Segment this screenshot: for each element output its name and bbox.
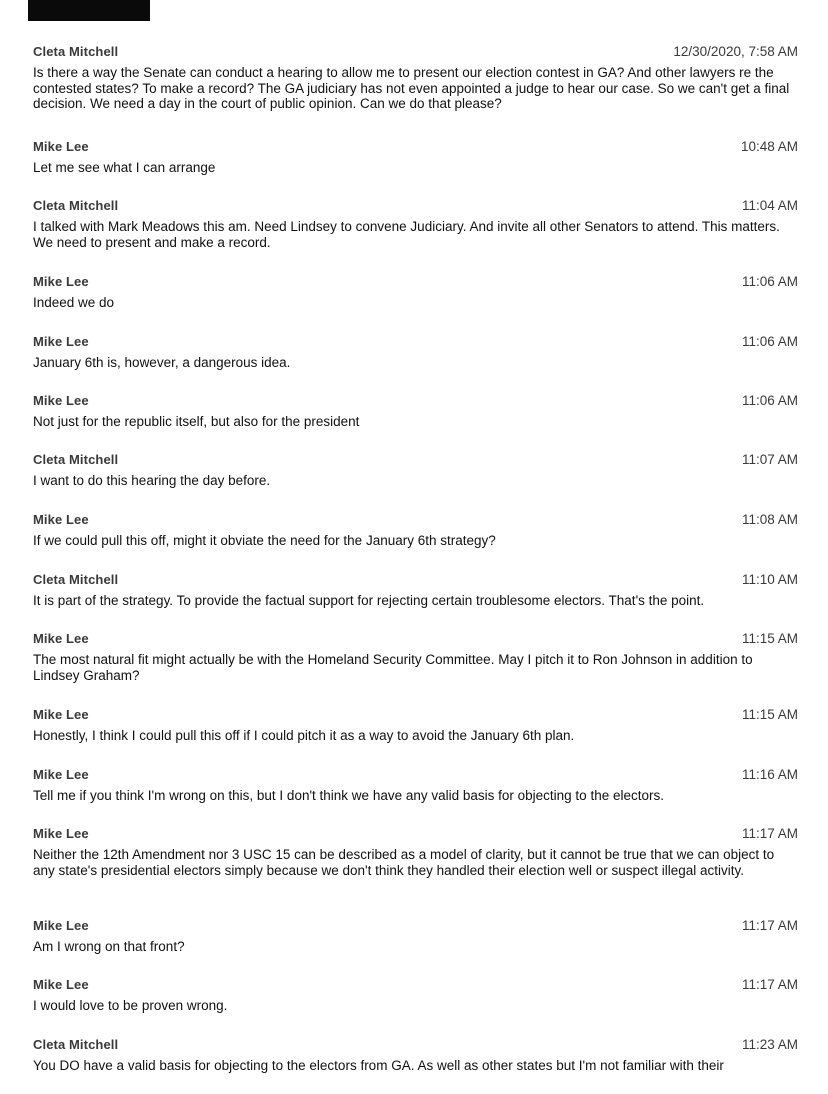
message-timestamp: 11:08 AM [741, 512, 798, 527]
message-timestamp: 11:15 AM [741, 707, 798, 722]
message-timestamp: 11:16 AM [741, 767, 798, 782]
message-item [33, 918, 798, 955]
message-text: January 6th is, however, a dangerous idea. [33, 355, 291, 370]
message-header [33, 1037, 798, 1053]
message-item [33, 198, 798, 250]
message-text: Indeed we do [33, 295, 115, 310]
message-timestamp: 11:07 AM [741, 452, 798, 467]
sender-name: Mike Lee [33, 512, 89, 527]
sender-name: Mike Lee [33, 918, 89, 933]
message-header [33, 198, 798, 214]
message-text: I talked with Mark Meadows this am. Need Lindsey to convene Judiciary. And invite all other Senators to attend. This matters. We need to present and make a record. [33, 219, 780, 250]
message-item [33, 512, 798, 549]
message-text: Tell me if you think I'm wrong on this, but I don't think we have any valid basis for objecting to the electors. [33, 788, 664, 803]
message-text: Is there a way the Senate can conduct a hearing to allow me to present our election contest in GA? And other lawyers re the contested states? To make a record? The GA judiciary has not even appointed a judge to hear our case. So we can't get a final decision. We need a day in the court of public opinion. Can we do that please? [33, 65, 790, 111]
message-header [33, 44, 798, 60]
message-header [33, 334, 798, 350]
message-text: Neither the 12th Amendment nor 3 USC 15 can be described as a model of clarity, but it cannot be true that we can object to any state's presidential electors simply because we don't think they handled their election well or suspect illegal activity. [33, 847, 775, 878]
message-item [33, 631, 798, 683]
message-header [33, 826, 798, 842]
message-header [33, 274, 798, 290]
message-header [33, 452, 798, 468]
sender-name: Mike Lee [33, 334, 89, 349]
sender-name: Mike Lee [33, 767, 89, 782]
message-text: If we could pull this off, might it obviate the need for the January 6th strategy? [33, 533, 496, 548]
message-timestamp: 11:10 AM [741, 572, 798, 587]
sender-name: Cleta Mitchell [33, 572, 119, 587]
message-item [33, 707, 798, 744]
sender-name: Cleta Mitchell [33, 1037, 119, 1052]
sender-name: Mike Lee [33, 274, 89, 289]
message-item [33, 44, 798, 112]
sender-name: Mike Lee [33, 631, 89, 646]
message-timestamp: 11:06 AM [741, 393, 798, 408]
message-item [33, 139, 798, 176]
message-item [33, 452, 798, 489]
message-text: Honestly, I think I could pull this off if I could pitch it as a way to avoid the January 6th plan. [33, 728, 575, 743]
sender-name: Mike Lee [33, 139, 89, 154]
message-header [33, 707, 798, 723]
message-timestamp: 11:06 AM [741, 274, 798, 289]
message-header [33, 139, 798, 155]
message-item [33, 826, 798, 878]
sender-name: Cleta Mitchell [33, 452, 119, 467]
sender-name: Mike Lee [33, 826, 89, 841]
message-text: I want to do this hearing the day before. [33, 473, 271, 488]
message-text: You DO have a valid basis for objecting to the electors from GA. As well as other states but I'm not familiar with their [33, 1058, 724, 1073]
message-timestamp: 11:23 AM [741, 1037, 798, 1052]
message-item [33, 572, 798, 609]
message-header [33, 631, 798, 647]
message-text: It is part of the strategy. To provide the factual support for rejecting certain troublesome electors. That's the point. [33, 593, 705, 608]
message-header [33, 977, 798, 993]
sender-name: Cleta Mitchell [33, 198, 119, 213]
message-text: Let me see what I can arrange [33, 160, 216, 175]
message-item [33, 977, 798, 1014]
sender-name: Cleta Mitchell [33, 44, 119, 59]
message-timestamp: 11:15 AM [741, 631, 798, 646]
message-text: The most natural fit might actually be with the Homeland Security Committee. May I pitch it to Ron Johnson in addition to Lindsey Graham? [33, 652, 753, 683]
message-header [33, 767, 798, 783]
message-header [33, 572, 798, 588]
message-timestamp: 12/30/2020, 7:58 AM [673, 44, 798, 59]
message-timestamp: 10:48 AM [740, 139, 798, 154]
sender-name: Mike Lee [33, 707, 89, 722]
message-item [33, 393, 798, 430]
message-header [33, 918, 798, 934]
message-header [33, 393, 798, 409]
message-item [33, 1037, 798, 1074]
sender-name: Mike Lee [33, 393, 89, 408]
message-item [33, 334, 798, 371]
sender-name: Mike Lee [33, 977, 89, 992]
message-timestamp: 11:17 AM [741, 826, 798, 841]
message-timestamp: 11:04 AM [741, 198, 798, 213]
message-timestamp: 11:17 AM [741, 977, 798, 992]
message-text: Am I wrong on that front? [33, 939, 185, 954]
message-text: Not just for the republic itself, but also for the president [33, 414, 360, 429]
message-timestamp: 11:06 AM [741, 334, 798, 349]
message-header [33, 512, 798, 528]
message-item [33, 767, 798, 804]
message-item [33, 274, 798, 311]
message-text: I would love to be proven wrong. [33, 998, 228, 1013]
message-timestamp: 11:17 AM [741, 918, 798, 933]
